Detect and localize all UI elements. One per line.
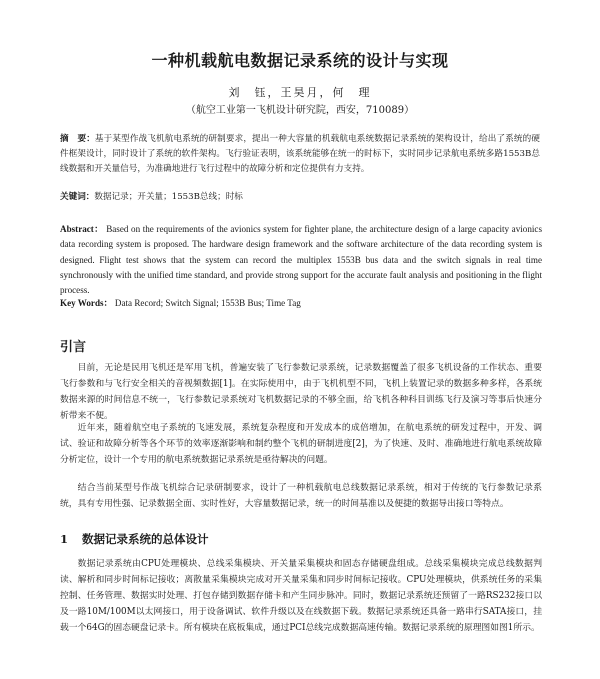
chinese-keywords-text: 数据记录；开关量；1553B总线；时标 <box>94 192 243 202</box>
author-list: 刘 钰，王昊月，何 理 <box>228 86 372 99</box>
english-keywords-text: Data Record; Switch Signal; 1553B Bus; Time Tag <box>114 298 301 308</box>
intro-paragraph-2: 近年来，随着航空电子系统的飞速发展，系统复杂程度和开发成本的成倍增加，在航电系统的研发过程中，开发、调试、验证和故障分析等各个环节的效率逐渐影响和制约整个飞机的研制进度[2]，为了快速、及时、准确地进行航电系统故障分析定位，设计一个专用的航电系统数据记录系统是亟待解决的问题。 <box>60 423 542 465</box>
english-abstract-text: Based on the requirements of the avionics system for fighter plane, the architecture design of a large capacity avionics data recording system is proposed. The hardware design framework and the software architecture of the data recording system is designed. Flight test shows that the system can record the multiplex 1553B bus data and the switch signals in real time synchronously with the unified time standard, and provide strong support for the accurate fault analysis and positioning in the flight process. <box>60 224 542 296</box>
english-keywords-label: Key Words： <box>60 298 113 308</box>
chinese-keywords <box>60 190 540 204</box>
section-1-number: 1 <box>60 532 69 546</box>
chinese-keywords-label: 关键词： <box>60 192 95 202</box>
chinese-abstract-text: 基于某型作战飞机航电系统的研制要求，提出一种大容量的机载航电系统数据记录系统的架构设计，给出了系统的硬件框架设计，同时设计了系统的软件架构。飞行验证表明，该系统能够在统一的时标下，实时同步记录航电系统多路1553B总线数据和开关量信号，为准确地进行飞行过程中的故障分析和定位提供有力支持。 <box>60 134 540 174</box>
intro-paragraph-3: 结合当前某型号作战飞机综合记录研制要求，设计了一种机载航电总线数据记录系统，相对于传统的飞行参数记录系统，具有专用性强、记录数据全面、实时性好，大容量数据记录，统一的时间基准以及便捷的数据导出接口等特点。 <box>60 483 542 509</box>
english-abstract <box>60 222 542 298</box>
english-keywords <box>60 296 542 310</box>
affiliation: （航空工业第一飞机设计研究院，西安，710089） <box>185 105 415 116</box>
chinese-abstract-label: 摘 要： <box>60 134 95 144</box>
section-1-heading <box>60 531 209 547</box>
intro-heading: 引言 <box>60 340 87 355</box>
paper-title: 一种机载航电数据记录系统的设计与实现 <box>151 51 449 70</box>
intro-paragraph-1: 目前，无论是民用飞机还是军用飞机，普遍安装了飞行参数记录系统，记录数据覆盖了很多飞机设备的工作状态、重要飞行参数和与飞行安全相关的音视频数据[1]。在实际使用中，由于飞机机型不同，飞机上装置记录的数据多种多样，各系统数据来源的时间信息不统一，飞行参数记录系统对飞机数据记录的不够全面，给飞机各种科目训练飞行及演习等事后快速分析带来不便。 <box>60 363 542 421</box>
section-1-paragraph: 数据记录系统由CPU处理模块、总线采集模块、开关量采集模块和固态存储硬盘组成。总线采集模块完成总线数据判读、解析和同步时间标记接收；离散量采集模块完成对开关量采集和同步时间标记接收。CPU处理模块，供系统任务的采集控制、任务管理、数据实时处理、打包存储到数据存储卡和产生同步脉冲。同时，数据记录系统还预留了一路RS232接口以及一路10M/100M以太网接口，用于设备调试、软件升级以及在线数据下载。数据记录系统还具备一路串行SATA接口，挂载一个64G的固态硬盘记录卡。所有模块在底板集成，通过PCI总线完成数据高速传输。数据记录系统的原理图如图1所示。 <box>60 559 542 633</box>
section-1-title: 数据记录系统的总体设计 <box>82 532 209 546</box>
english-abstract-label: Abstract： <box>60 224 104 234</box>
chinese-abstract <box>60 132 540 177</box>
